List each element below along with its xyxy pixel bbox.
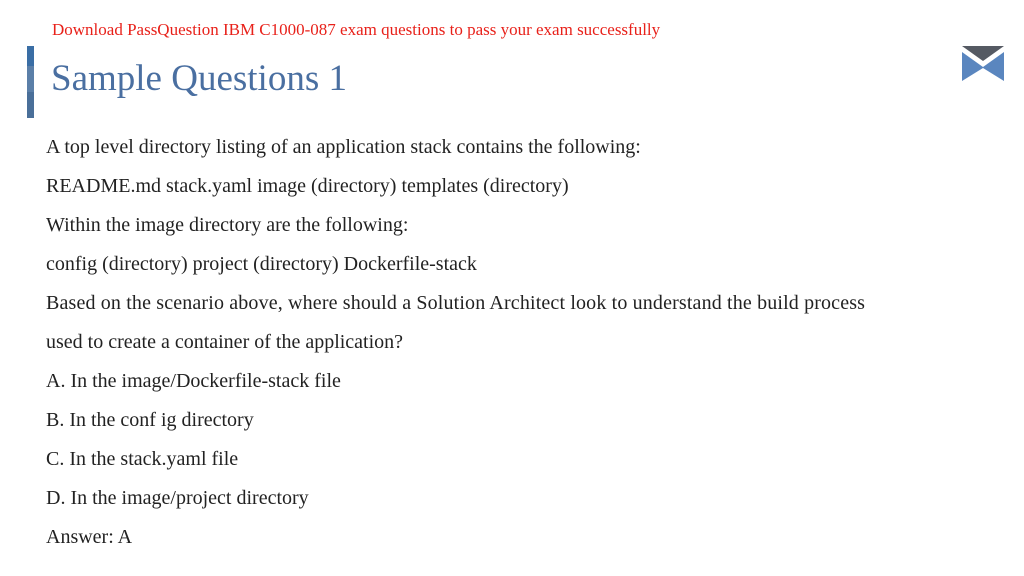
download-banner[interactable]: Download PassQuestion IBM C1000-087 exam questions to pass your exam successfully	[52, 20, 661, 39]
option-c: C. In the stack.yaml file	[46, 448, 239, 470]
answer: Answer: A	[46, 526, 133, 548]
page-title: Sample Questions 1	[51, 58, 347, 99]
option-a: A. In the image/Dockerfile-stack file	[46, 370, 341, 392]
option-d: D. In the image/project directory	[46, 487, 309, 509]
question-line: Based on the scenario above, where should a Solution Architect look to understand the build process	[46, 292, 866, 314]
question-line: used to create a container of the application?	[46, 331, 404, 353]
title-accent-bar	[27, 46, 34, 118]
chevron-logo-icon	[962, 46, 1004, 82]
question-line: README.md stack.yaml image (directory) templates (directory)	[46, 175, 569, 197]
option-b: B. In the conf ig directory	[46, 409, 254, 431]
question-content	[46, 129, 1006, 558]
question-line: A top level directory listing of an application stack contains the following:	[46, 136, 641, 158]
question-line: config (directory) project (directory) Dockerfile-stack	[46, 253, 477, 275]
question-line: Within the image directory are the following:	[46, 214, 409, 236]
